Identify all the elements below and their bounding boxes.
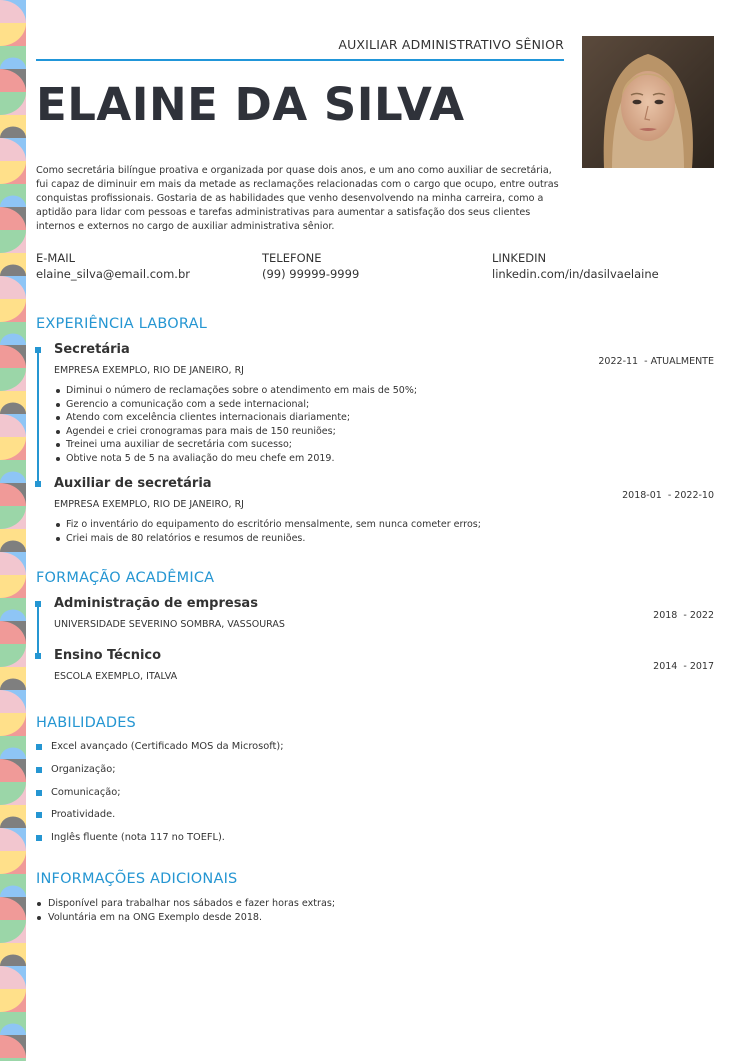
experience-date: 2018-01 - 2022-10 xyxy=(622,490,714,501)
education-section-title: FORMAÇÃO ACADÊMICA xyxy=(36,570,215,586)
skills-section-title: HABILIDADES xyxy=(36,715,136,731)
candidate-name: ELAINE DA SILVA xyxy=(36,78,465,131)
education-school: UNIVERSIDADE SEVERINO SOMBRA, VASSOURAS xyxy=(54,619,285,630)
experience-company: EMPRESA EXEMPLO, RIO DE JANEIRO, RJ xyxy=(54,499,244,510)
list-item: Fiz o inventário do equipamento do escritório mensalmente, sem nunca cometer erros; xyxy=(54,518,481,532)
list-item: Disponível para trabalhar nos sábados e fazer horas extras; xyxy=(36,897,335,911)
experience-bullet-list xyxy=(54,518,481,545)
header-divider xyxy=(36,59,564,61)
contact-email-label: E-MAIL xyxy=(36,251,76,265)
square-bullet-icon xyxy=(36,812,42,818)
additional-info-list xyxy=(36,897,335,924)
education-timeline-line xyxy=(37,603,39,657)
education-school: ESCOLA EXEMPLO, ITALVA xyxy=(54,671,178,682)
list-item: Agendei e criei cronogramas para mais de 150 reuniões; xyxy=(54,425,417,439)
experience-company: EMPRESA EXEMPLO, RIO DE JANEIRO, RJ xyxy=(54,365,244,376)
contact-email xyxy=(36,250,190,282)
list-item: Diminui o número de reclamações sobre o atendimento em mais de 50%; xyxy=(54,384,417,398)
contact-phone-value[interactable]: (99) 99999-9999 xyxy=(262,267,360,281)
profile-photo xyxy=(582,36,714,168)
experience-bullet-list xyxy=(54,384,417,466)
additional-info-section-title: INFORMAÇÕES ADICIONAIS xyxy=(36,871,238,887)
job-title: AUXILIAR ADMINISTRATIVO SÊNIOR xyxy=(338,37,564,52)
skill-item: Organização; xyxy=(36,763,284,786)
square-bullet-icon xyxy=(36,744,42,750)
list-item: Obtive nota 5 de 5 na avaliação do meu chefe em 2019. xyxy=(54,452,417,466)
skill-item: Comunicação; xyxy=(36,786,284,809)
skill-item: Proatividade. xyxy=(36,808,284,831)
experience-timeline-line xyxy=(37,349,39,485)
experience-date: 2022-11 - ATUALMENTE xyxy=(598,356,714,367)
skill-item: Excel avançado (Certificado MOS da Microsoft); xyxy=(36,740,284,763)
skill-item: Inglês fluente (nota 117 no TOEFL). xyxy=(36,831,284,854)
experience-role: Auxiliar de secretária xyxy=(54,476,212,491)
timeline-marker xyxy=(35,601,41,607)
education-course: Administração de empresas xyxy=(54,596,258,611)
contact-phone-label: TELEFONE xyxy=(262,251,322,265)
timeline-marker xyxy=(35,347,41,353)
contact-linkedin-value[interactable]: linkedin.com/in/dasilvaelaine xyxy=(492,267,659,281)
contact-linkedin-label: LINKEDIN xyxy=(492,251,547,265)
decorative-pattern-strip xyxy=(0,0,26,1061)
list-item: Atendo com excelência clientes internacionais diariamente; xyxy=(54,411,417,425)
contact-email-value[interactable]: elaine_silva@email.com.br xyxy=(36,267,190,281)
education-date: 2018 - 2022 xyxy=(653,610,714,621)
experience-section-title: EXPERIÊNCIA LABORAL xyxy=(36,316,208,332)
list-item: Treinei uma auxiliar de secretária com sucesso; xyxy=(54,438,417,452)
square-bullet-icon xyxy=(36,790,42,796)
contact-phone xyxy=(262,250,359,282)
square-bullet-icon xyxy=(36,767,42,773)
education-date: 2014 - 2017 xyxy=(653,661,714,672)
education-course: Ensino Técnico xyxy=(54,648,162,663)
square-bullet-icon xyxy=(36,835,42,841)
timeline-marker xyxy=(35,653,41,659)
list-item: Gerencio a comunicação com a sede internacional; xyxy=(54,398,417,412)
list-item: Voluntária em na ONG Exemplo desde 2018. xyxy=(36,911,335,925)
skills-list xyxy=(36,740,284,854)
list-item: Criei mais de 80 relatórios e resumos de reuniões. xyxy=(54,532,481,546)
professional-summary: Como secretária bilíngue proativa e organizada por quase dois anos, e um ano como auxiliar de secretária, fui capaz de diminuir em mais da metade as reclamações relacionadas com o cargo que ocupo, entre outras conquistas profissionais. Gostaria de as habilidades que venho desenvolvendo na minha carreira, como a aptidão para lidar com pessoas e tarefas administrativas para aumentar a satisfação dos seus clientes internos e externos no cargo de auxiliar administrativa sênior. xyxy=(36,165,559,232)
contact-linkedin xyxy=(492,250,659,282)
experience-role: Secretária xyxy=(54,342,130,357)
timeline-marker xyxy=(35,481,41,487)
